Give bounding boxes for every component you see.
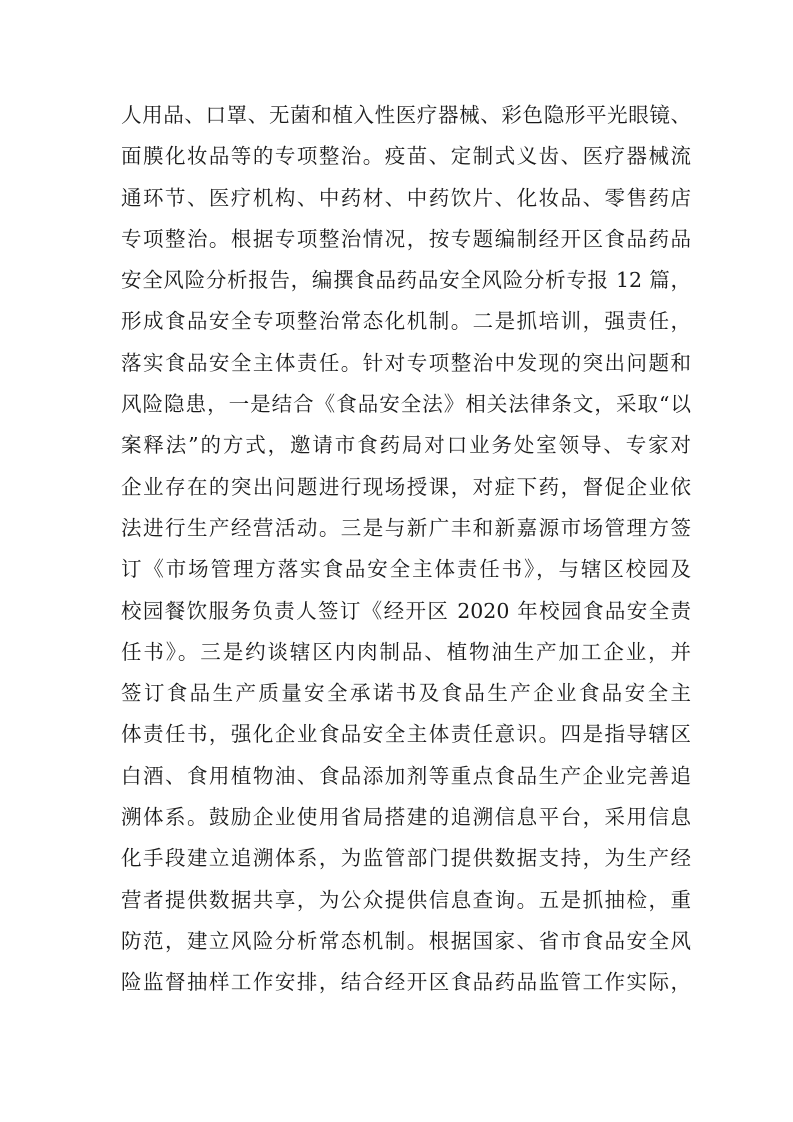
text-line: 面膜化妆品等的专项整治。疫苗、定制式义齿、医疗器械流 [121, 144, 691, 169]
text-line: 通环节、医疗机构、中药材、中药饮片、化妆品、零售药店 [121, 185, 691, 210]
text-line: 案释法”的方式，邀请市食药局对口业务处室领导、专家对 [121, 433, 691, 458]
text-line: 溯体系。鼓励企业使用省局搭建的追溯信息平台，采用信息 [121, 805, 691, 830]
text-line: 校园餐饮服务负责人签订《经开区 2020 年校园食品安全责 [121, 598, 691, 623]
text-line: 任书》。三是约谈辖区内肉制品、植物油生产加工企业，并 [121, 639, 691, 664]
text-line: 安全风险分析报告，编撰食品药品安全风险分析专报 12 篇， [121, 268, 691, 293]
text-line: 化手段建立追溯体系，为监管部门提供数据支持，为生产经 [121, 846, 691, 871]
text-line: 专项整治。根据专项整治情况，按专题编制经开区食品药品 [121, 226, 691, 251]
text-line: 风险隐患，一是结合《食品安全法》相关法律条文，采取“以 [121, 392, 691, 417]
text-line: 人用品、口罩、无菌和植入性医疗器械、彩色隐形平光眼镜、 [121, 103, 691, 127]
text-line: 险监督抽样工作安排，结合经开区食品药品监管工作实际， [121, 970, 691, 995]
text-line: 订《市场管理方落实食品安全主体责任书》，与辖区校园及 [121, 557, 691, 582]
text-line: 企业存在的突出问题进行现场授课，对症下药，督促企业依 [121, 474, 691, 499]
body-paragraph [121, 95, 691, 1004]
text-line: 防范，建立风险分析常态机制。根据国家、省市食品安全风 [121, 928, 691, 953]
text-line: 白酒、食用植物油、食品添加剂等重点食品生产企业完善追 [121, 763, 691, 788]
text-line: 营者提供数据共享，为公众提供信息查询。五是抓抽检，重 [121, 887, 691, 912]
text-line: 体责任书，强化企业食品安全主体责任意识。四是指导辖区 [121, 722, 691, 747]
text-line: 落实食品安全主体责任。针对专项整治中发现的突出问题和 [121, 350, 691, 375]
text-line: 法进行生产经营活动。三是与新广丰和新嘉源市场管理方签 [121, 515, 691, 540]
text-line: 形成食品安全专项整治常态化机制。二是抓培训，强责任， [121, 309, 691, 334]
text-line: 签订食品生产质量安全承诺书及食品生产企业食品安全主 [121, 681, 691, 706]
